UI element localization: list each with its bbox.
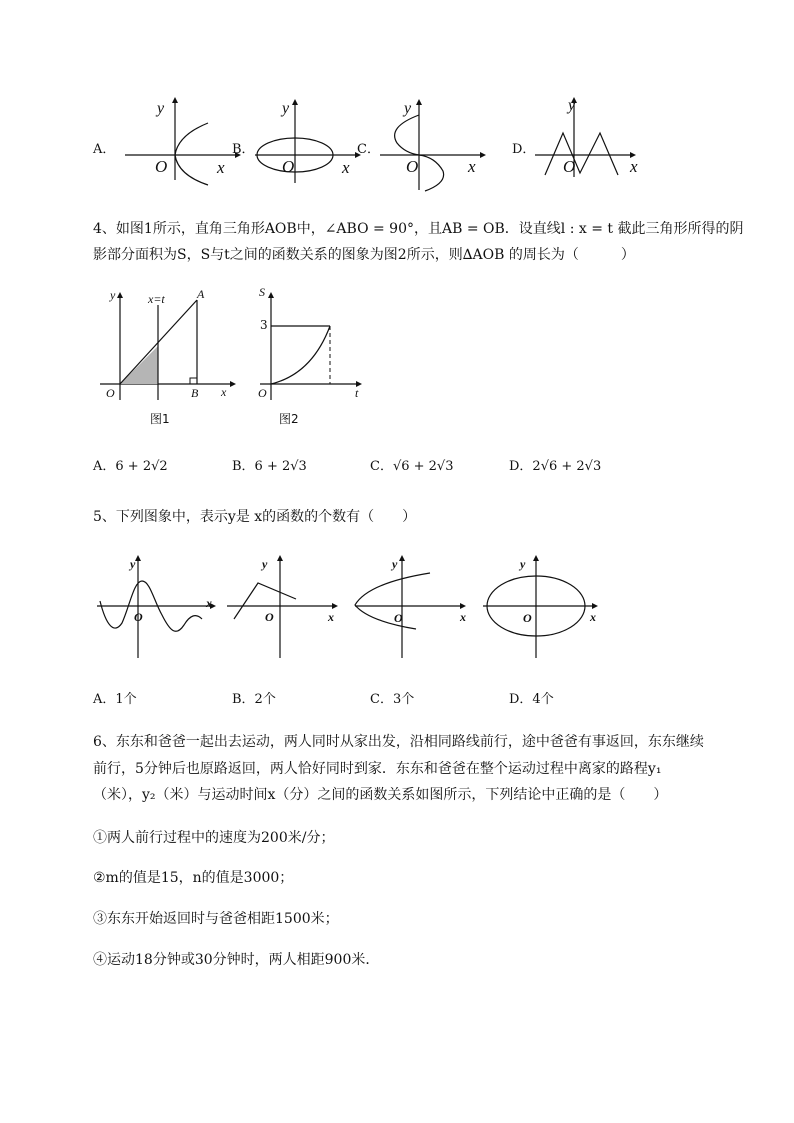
q4-fig1-caption: 图1 bbox=[150, 412, 170, 426]
q6-statement-1: ①两人前行过程中的速度为200米/分； bbox=[93, 830, 335, 846]
q3-a-y-label: y bbox=[157, 100, 165, 117]
q3-b-origin-label: O bbox=[282, 157, 295, 176]
q5-g3-x-label: x bbox=[460, 610, 466, 624]
q4-option-d[interactable]: D．2√6 + 2√3 bbox=[509, 459, 602, 474]
q4-fig2-o-label: O bbox=[258, 386, 267, 400]
q5-g2-x-label: x bbox=[328, 610, 334, 624]
q5-option-d[interactable]: D．4个 bbox=[509, 692, 554, 707]
q4-fig2-s-label: S bbox=[259, 285, 265, 299]
q6-statement-3: ③东东开始返回时与爸爸相距1500米； bbox=[93, 911, 339, 927]
q3-graph-c bbox=[375, 95, 495, 195]
q5-g3-o-label: O bbox=[394, 611, 403, 625]
q4-option-a[interactable]: A．6 + 2√2 bbox=[93, 459, 168, 474]
q4-stem-line2: 影部分面积为S，S与t之间的函数关系的图象为图2所示，则∆AOB 的周长为（ ） bbox=[93, 247, 635, 263]
q5-g2-o-label: O bbox=[265, 610, 274, 624]
q4-fig1-a-label: A bbox=[197, 287, 205, 301]
q5-graph-1 bbox=[92, 553, 222, 663]
q6-stem-line3: （米），y₂（米）与运动时间x（分）之间的函数关系如图所示，下列结论中正确的是（ ） bbox=[93, 787, 668, 803]
q3-a-origin-label: O bbox=[155, 157, 168, 176]
q3-d-x-label: x bbox=[630, 157, 638, 176]
q5-g1-y-label: y bbox=[130, 557, 136, 571]
q3-option-a-letter[interactable]: A． bbox=[93, 142, 116, 157]
q5-graph-4 bbox=[480, 553, 610, 663]
q4-figure-2 bbox=[250, 290, 370, 410]
q3-d-origin-label: O bbox=[563, 157, 576, 176]
q4-fig2-t-label: t bbox=[355, 386, 359, 400]
q3-d-y-label: y bbox=[568, 97, 576, 114]
q5-g1-x-label: x bbox=[206, 596, 212, 610]
q5-g2-y-label: y bbox=[262, 557, 268, 571]
q4-fig2-caption: 图2 bbox=[279, 412, 299, 426]
q4-stem-line1: 4、如图1所示，直角三角形AOB中，∠ABO = 90°，且AB = OB．设直线l : x = t 截此三角形所得的阴 bbox=[93, 221, 744, 237]
q5-g4-o-label: O bbox=[523, 611, 532, 625]
q6-statement-2: ②m的值是15，n的值是3000； bbox=[93, 870, 294, 886]
q3-option-b-letter[interactable]: B． bbox=[232, 142, 255, 157]
q3-c-origin-label: O bbox=[406, 157, 419, 176]
q4-fig1-x-label: x bbox=[221, 385, 227, 399]
q6-stem-line1: 6、东东和爸爸一起出去运动，两人同时从家出发，沿相同路线前行，途中爸爸有事返回，东东继续 bbox=[93, 734, 704, 750]
q4-fig1-line-label: x=t bbox=[148, 292, 165, 306]
q4-fig1-b-label: B bbox=[191, 386, 199, 400]
q3-c-x-label: x bbox=[468, 157, 476, 176]
q4-fig2-three-label: 3 bbox=[260, 318, 268, 332]
q4-option-b[interactable]: B．6 + 2√3 bbox=[232, 459, 307, 474]
q3-b-x-label: x bbox=[342, 158, 350, 177]
q5-g4-y-label: y bbox=[520, 557, 526, 571]
q5-graph-2 bbox=[222, 553, 342, 663]
q5-option-a[interactable]: A．1个 bbox=[93, 692, 137, 707]
q6-stem-line2: 前行，5分钟后也原路返回，两人恰好同时到家．东东和爸爸在整个运动过程中离家的路程y₁ bbox=[93, 761, 662, 777]
q5-graph-3 bbox=[350, 553, 480, 663]
q5-g3-y-label: y bbox=[392, 557, 398, 571]
q4-fig1-o-label: O bbox=[106, 386, 115, 400]
q3-graph-b bbox=[250, 95, 370, 185]
q5-g1-o-label: O bbox=[134, 610, 143, 624]
q3-option-d-letter[interactable]: D． bbox=[512, 142, 536, 157]
q5-stem: 5、下列图象中，表示y是 x的函数的个数有（ ） bbox=[93, 509, 417, 525]
q3-option-c-letter[interactable]: C． bbox=[357, 142, 380, 157]
q3-c-y-label: y bbox=[404, 100, 412, 117]
q4-fig1-y-label: y bbox=[110, 288, 116, 302]
q5-g4-x-label: x bbox=[590, 610, 596, 624]
q4-option-c[interactable]: C．√6 + 2√3 bbox=[370, 459, 454, 474]
q3-b-y-label: y bbox=[282, 100, 290, 117]
q5-option-c[interactable]: C．3个 bbox=[370, 692, 415, 707]
q3-a-x-label: x bbox=[217, 158, 225, 177]
q6-statement-4: ④运动18分钟或30分钟时，两人相距900米． bbox=[93, 952, 380, 968]
q5-option-b[interactable]: B．2个 bbox=[232, 692, 276, 707]
